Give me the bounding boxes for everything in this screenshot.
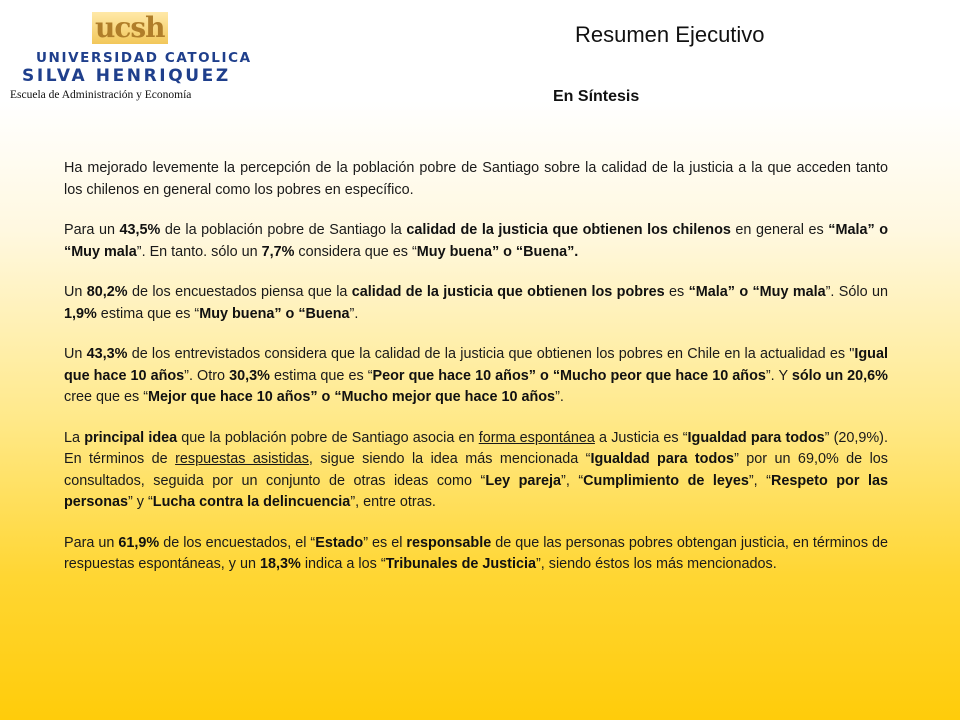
bold-text: 30,3% (229, 367, 270, 384)
bold-text: Muy buena” o “Buena”. (416, 243, 579, 260)
summary-paragraph (64, 282, 888, 325)
paragraph-text: a Justicia es “ (594, 429, 688, 446)
paragraph-text: La (64, 429, 85, 446)
bold-text: “Mala” o “Muy mala (64, 222, 888, 260)
bold-text: 18,3% (260, 556, 301, 572)
bold-text: Igualdad para todos (687, 429, 825, 446)
paragraph-text: indica a los “ (300, 556, 386, 572)
paragraph-text: ”, entre otras. (350, 494, 436, 510)
ucsh-logo-mark: ucsh (92, 12, 168, 44)
bold-text: principal idea (84, 429, 178, 446)
bold-text: Peor que hace 10 años” o “Mucho peor que hace 10 años (372, 367, 766, 384)
logo-university-name: UNIVERSIDAD CATOLICA (36, 50, 252, 66)
paragraph-text: estima que es “ (96, 305, 200, 322)
paragraph-text: ” por un 69,0% de los consultados, seguida por un conjunto de otras ideas como “ (64, 451, 888, 489)
paragraph-text: ”. En tanto. sólo un (136, 243, 262, 260)
paragraph-text: en general es (730, 222, 829, 238)
bold-text: Muy buena” o “Buena (199, 305, 350, 322)
bold-text: calidad de la justicia que obtienen los pobres (351, 284, 665, 300)
paragraph-text: ”, siendo éstos los más mencionados. (535, 556, 777, 572)
bold-text: Igual que hace 10 años (64, 346, 888, 384)
bold-text: responsable (406, 534, 492, 551)
summary-paragraph (64, 158, 888, 201)
paragraph-text: Ha mejorado levemente la percepción de la población pobre de Santiago sobre la calidad de la justicia a la que acceden tanto los chilenos en general como los pobres en específico. (64, 160, 888, 198)
bold-text: 1,9% (64, 305, 97, 322)
paragraph-text: Un (64, 284, 87, 300)
paragraph-text: cree que es “ (64, 389, 148, 405)
bold-text: 43,3% (86, 346, 128, 362)
bold-text: “Mala” o “Muy mala (688, 284, 826, 300)
bold-text: 43,5% (119, 222, 161, 238)
underlined-text: respuestas asistidas (175, 451, 309, 467)
paragraph-text: de que las personas pobres obtengan justicia, en términos de respuestas espontáneas, y un (64, 534, 889, 572)
paragraph-text: de los encuestados, el “ (159, 534, 316, 551)
summary-body (64, 158, 888, 595)
section-subtitle: En Síntesis (553, 88, 640, 105)
paragraph-text: considera que es “ (294, 243, 417, 260)
paragraph-text: de la población pobre de Santiago la (160, 222, 407, 238)
paragraph-text: es (664, 284, 689, 300)
paragraph-text: ”, “ (748, 472, 771, 489)
summary-paragraph (64, 533, 888, 576)
paragraph-text: ”. Otro (184, 367, 230, 384)
bold-text: Ley pareja (485, 472, 562, 489)
paragraph-text: ”. (349, 305, 359, 322)
paragraph-text: , sigue siendo la idea más mencionada “ (308, 451, 591, 467)
paragraph-text: Para un (64, 222, 120, 238)
bold-text: 80,2% (86, 284, 128, 300)
bold-text: Tribunales de Justicia (385, 556, 536, 572)
bold-text: Mejor que hace 10 años” o “Mucho mejor que hace 10 años (148, 389, 556, 405)
bold-text: Igualdad para todos (590, 451, 735, 467)
bold-text: Estado (315, 534, 364, 551)
paragraph-text: ”, “ (561, 472, 584, 489)
paragraph-text: ” es el (363, 534, 407, 551)
paragraph-text: ” (20,9%). En términos de (64, 429, 888, 467)
bold-text: calidad de la justicia que obtienen los chilenos (406, 222, 731, 238)
summary-paragraph (64, 220, 888, 263)
paragraph-text: ”. (555, 389, 564, 405)
paragraph-text: ” y “ (128, 494, 153, 510)
underlined-text: forma espontánea (478, 429, 595, 446)
paragraph-text: que la población pobre de Santiago asocia en (177, 429, 479, 446)
bold-text: 61,9% (118, 534, 160, 551)
university-logo (8, 10, 252, 105)
paragraph-text: estima que es “ (269, 367, 373, 384)
logo-university-name-2: SILVA HENRIQUEZ (22, 66, 231, 86)
summary-paragraph (64, 344, 888, 409)
paragraph-text: Un (64, 346, 87, 362)
page-title: Resumen Ejecutivo (575, 22, 765, 47)
logo-school-name: Escuela de Administración y Economía (10, 89, 192, 101)
paragraph-text: ”. Sólo un (825, 284, 888, 300)
bold-text: 7,7% (261, 243, 295, 260)
bold-text: Cumplimiento de leyes (583, 472, 749, 489)
summary-paragraph (64, 428, 888, 514)
paragraph-text: de los encuestados piensa que la (127, 284, 352, 300)
paragraph-text: Para un (64, 534, 119, 551)
bold-text: sólo un 20,6% (791, 367, 888, 384)
bold-text: Respeto por las personas (64, 472, 888, 510)
paragraph-text: de los entrevistados considera que la calidad de la justicia que obtienen los pobres en Chile en la actualidad es " (127, 346, 855, 362)
paragraph-text: ”. Y (765, 367, 792, 384)
bold-text: Lucha contra la delincuencia (152, 494, 351, 510)
